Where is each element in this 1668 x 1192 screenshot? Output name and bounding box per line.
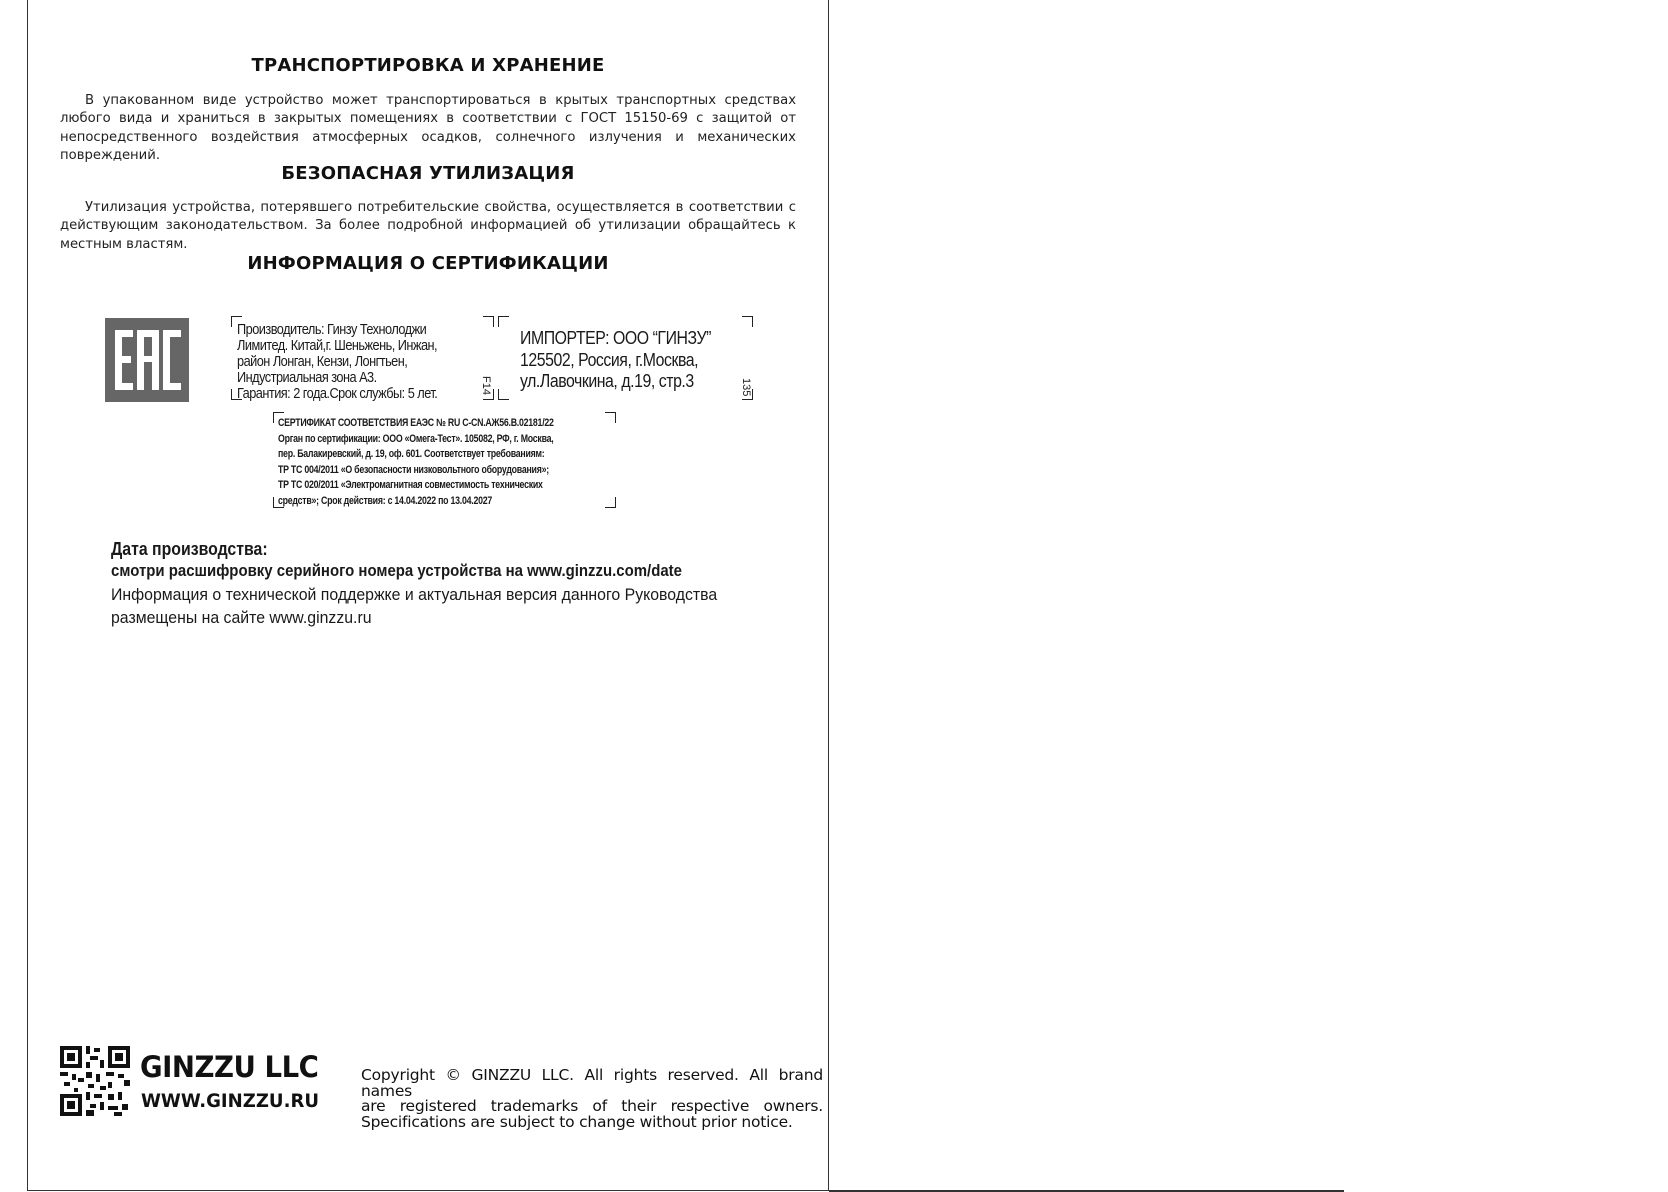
brand-url: WWW.GINZZU.RU [141, 1090, 320, 1112]
production-info [111, 538, 760, 630]
crop-mark [498, 389, 509, 400]
importer-line: ул.Лавочкина, д.19, стр.3 [520, 371, 694, 391]
manufacturer-line: Индустриальная зона А3. [237, 370, 377, 386]
disposal-title: БЕЗОПАСНАЯ УТИЛИЗАЦИЯ [281, 163, 575, 184]
disposal-text: Утилизация устройства, потерявшего потребительские свойства, осуществляется в соответствии с действующим законодательством. За более подробной информацией об утилизации обращайтесь к местным властям. [60, 200, 796, 252]
manufacturer-line: Лимитед. Китай,г. Шеньжень, Инжан, [237, 338, 438, 354]
eac-mark-icon [105, 318, 189, 402]
importer-box [498, 316, 753, 400]
crop-mark [605, 497, 616, 508]
transport-title: ТРАНСПОРТИРОВКА И ХРАНЕНИЕ [251, 55, 605, 76]
copyright-line: Copyright © GINZZU LLC. All rights reserved. All brand names [361, 1066, 823, 1100]
crop-mark [498, 316, 509, 327]
brand-name: GINZZU LLC [140, 1050, 319, 1084]
crop-mark [742, 316, 753, 327]
manufacturer-text [237, 322, 437, 402]
manufacturer-line: Гарантия: 2 года.Срок службы: 5 лет. [237, 386, 438, 402]
importer-line: ИМПОРТЕР: ООО “ГИНЗУ” [520, 328, 711, 348]
importer-text [520, 328, 711, 393]
manufacturer-line: район Лонган, Кензи, Лонгтьен, [237, 354, 408, 370]
certification-title: ИНФОРМАЦИЯ О СЕРТИФИКАЦИИ [247, 253, 609, 274]
certificate-line: пер. Балакиревский, д. 19, оф. 601. Соответствует требованиям: [278, 448, 545, 461]
manufacturer-box [231, 316, 494, 400]
importer-code: 135 [740, 378, 752, 397]
crop-mark [605, 412, 616, 423]
manufacturer-line: Производитель: Гинзу Технолоджи [237, 322, 427, 338]
certificate-line: СЕРТИФИКАТ СООТВЕТСТВИЯ ЕАЭС № RU С-CN.АЖ56.В.02181/22 [278, 417, 554, 429]
crop-mark [483, 316, 494, 327]
copyright-text [361, 1068, 823, 1130]
qr-code-icon [60, 1046, 130, 1116]
production-date-title: Дата производства: [111, 539, 268, 559]
certificate-line: ТР ТС 004/2011 «О безопасности низковольтного оборудования»; [278, 463, 549, 476]
importer-line: 125502, Россия, г.Москва, [520, 349, 699, 370]
copyright-line: Specifications are subject to change without prior notice. [361, 1112, 793, 1131]
certificate-box [273, 412, 616, 508]
support-line-2: размещены на сайте www.ginzzu.ru [111, 609, 372, 627]
production-date-text: смотри расшифровку серийного номера устройства на www.ginzzu.com/date [111, 561, 682, 580]
manufacturer-code: F14 [480, 376, 492, 395]
certificate-text [278, 416, 554, 510]
certificate-line: средств»; Срок действия: с 14.04.2022 по 13.04.2027 [278, 494, 493, 507]
document-page [27, 0, 829, 1191]
copyright-line: are registered trademarks of their respective owners. [361, 1097, 823, 1115]
transport-text: В упакованном виде устройство может транспортироваться в крытых транспортных средствах любого вида и храниться в закрытых помещениях в соответствии с ГОСТ 15150-69 с защитой от непосредственного воздействия атмосферных осадков, солнечного излучения и механических повреждений. [60, 93, 796, 164]
certificate-line: Орган по сертификации: ООО «Омега-Тест». 105082, РФ, г. Москва, [278, 432, 554, 445]
page-edge-rule [829, 1190, 1344, 1192]
support-line-1: Информация о технической поддержке и актуальная версия данного Руководства [111, 586, 718, 604]
footer [60, 1046, 823, 1131]
certificate-line: ТР ТС 020/2011 «Электромагнитная совместимость технических [278, 479, 543, 492]
